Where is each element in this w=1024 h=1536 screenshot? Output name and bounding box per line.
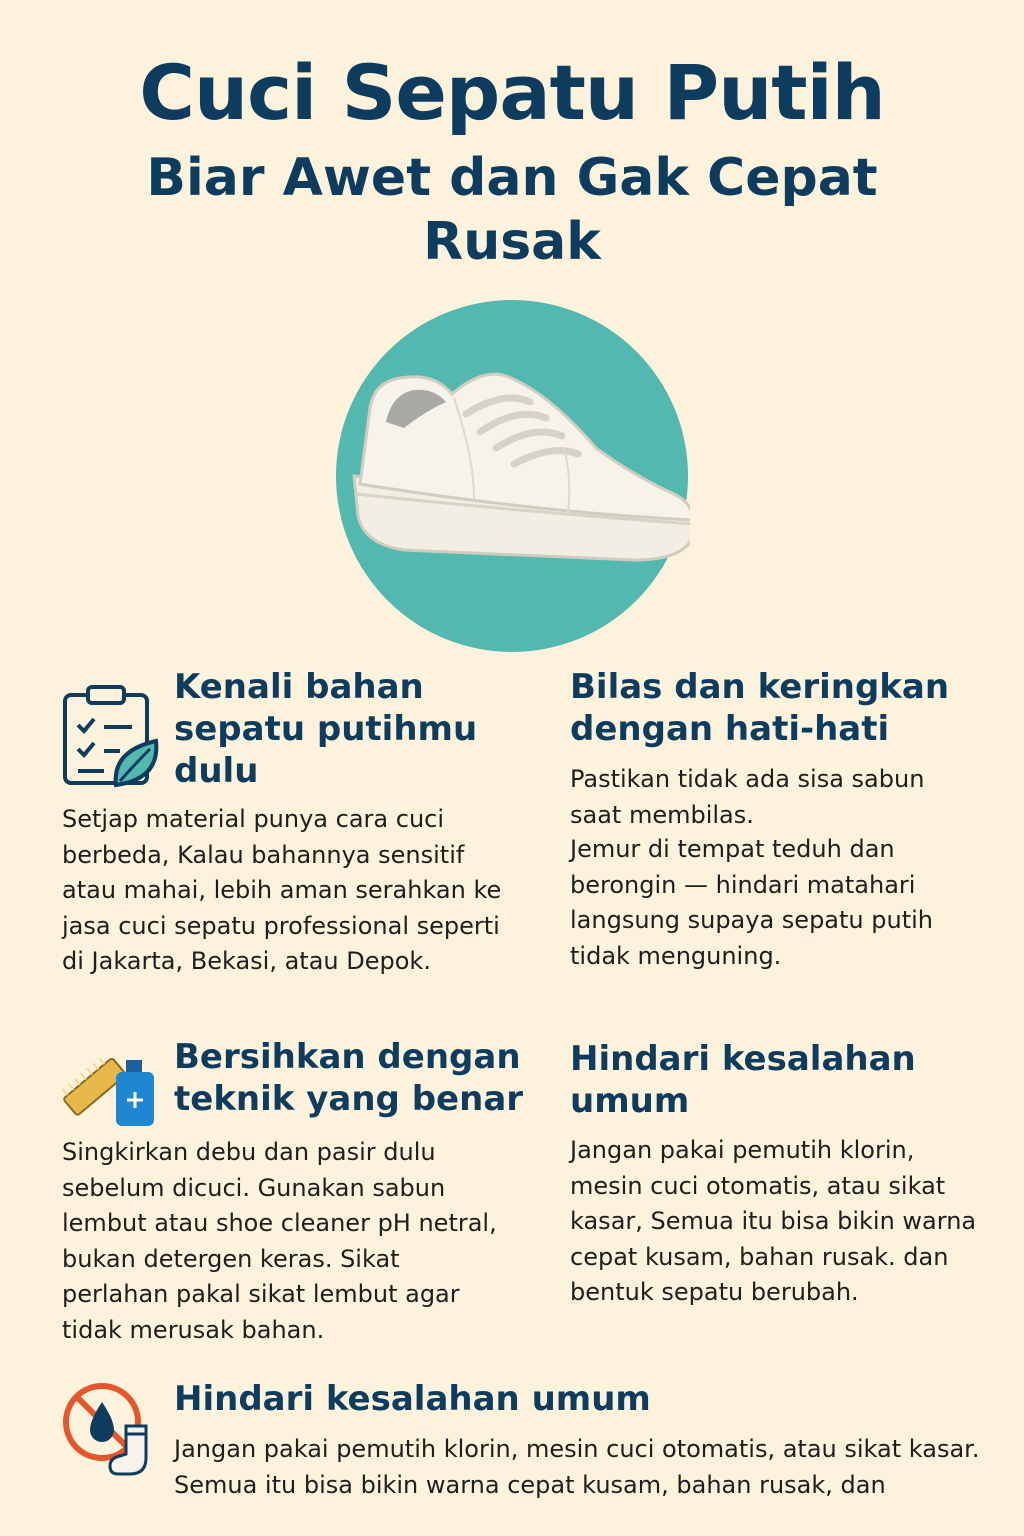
page-title: Cuci Sepatu Putih	[139, 48, 885, 137]
section-title-avoid-mistakes: Hindari kesalahan umum	[570, 1039, 916, 1121]
section-body-know-material: Setjap material punya cara cuci berbeda, Kalau bahannya sensitif atau mahai, lebih aman serahkan ke jasa cuci sepatu professional seperti di Jakarta, Bekasi, atau Depok.	[62, 805, 502, 975]
section-title-clean-technique: Bersihkan dengan teknik yang benar	[174, 1037, 524, 1119]
section-title-rinse-dry: Bilas dan keringkan dengan hati-hati	[570, 667, 950, 749]
white-sneaker-illustration	[334, 298, 690, 654]
section-body-clean-technique: Singkirkan debu dan pasir dulu sebelum dicuci. Gunakan sabun lembut atau shoe cleaner pH netral, bukan detergen keras. Sikat perlahan pakal sikat lembut agar tidak merusak bahan.	[62, 1138, 497, 1344]
section-body-rinse-dry: Pastikan tidak ada sisa sabun saat membilas.	[570, 765, 925, 829]
section-body-avoid-mistakes-2: Jangan pakai pemutih klorin, mesin cuci otomatis, atau sikat kasar. Semua itu bisa bikin warna cepat kusam, bahan rusak, dan	[174, 1435, 980, 1499]
section-title-avoid-mistakes-2: Hindari kesalahan umum	[174, 1379, 651, 1419]
no-water-sock-icon	[60, 1380, 160, 1480]
section-title-know-material: Kenali bahan sepatu putihmu dulu	[174, 667, 478, 791]
clipboard-leaf-icon	[60, 683, 160, 788]
page-subtitle: Biar Awet dan Gak Cepat Rusak	[146, 148, 878, 272]
section-body-rinse-dry-2: Jemur di tempat teduh dan berongin — hindari matahari langsung supaya sepatu putih tidak menguning.	[570, 835, 933, 970]
brush-bottle-icon	[58, 1046, 158, 1128]
section-body-avoid-mistakes: Jangan pakai pemutih klorin, mesin cuci otomatis, atau sikat kasar, Semua itu bisa bikin warna cepat kusam, bahan rusak. dan bentuk sepatu berubah.	[570, 1136, 977, 1306]
